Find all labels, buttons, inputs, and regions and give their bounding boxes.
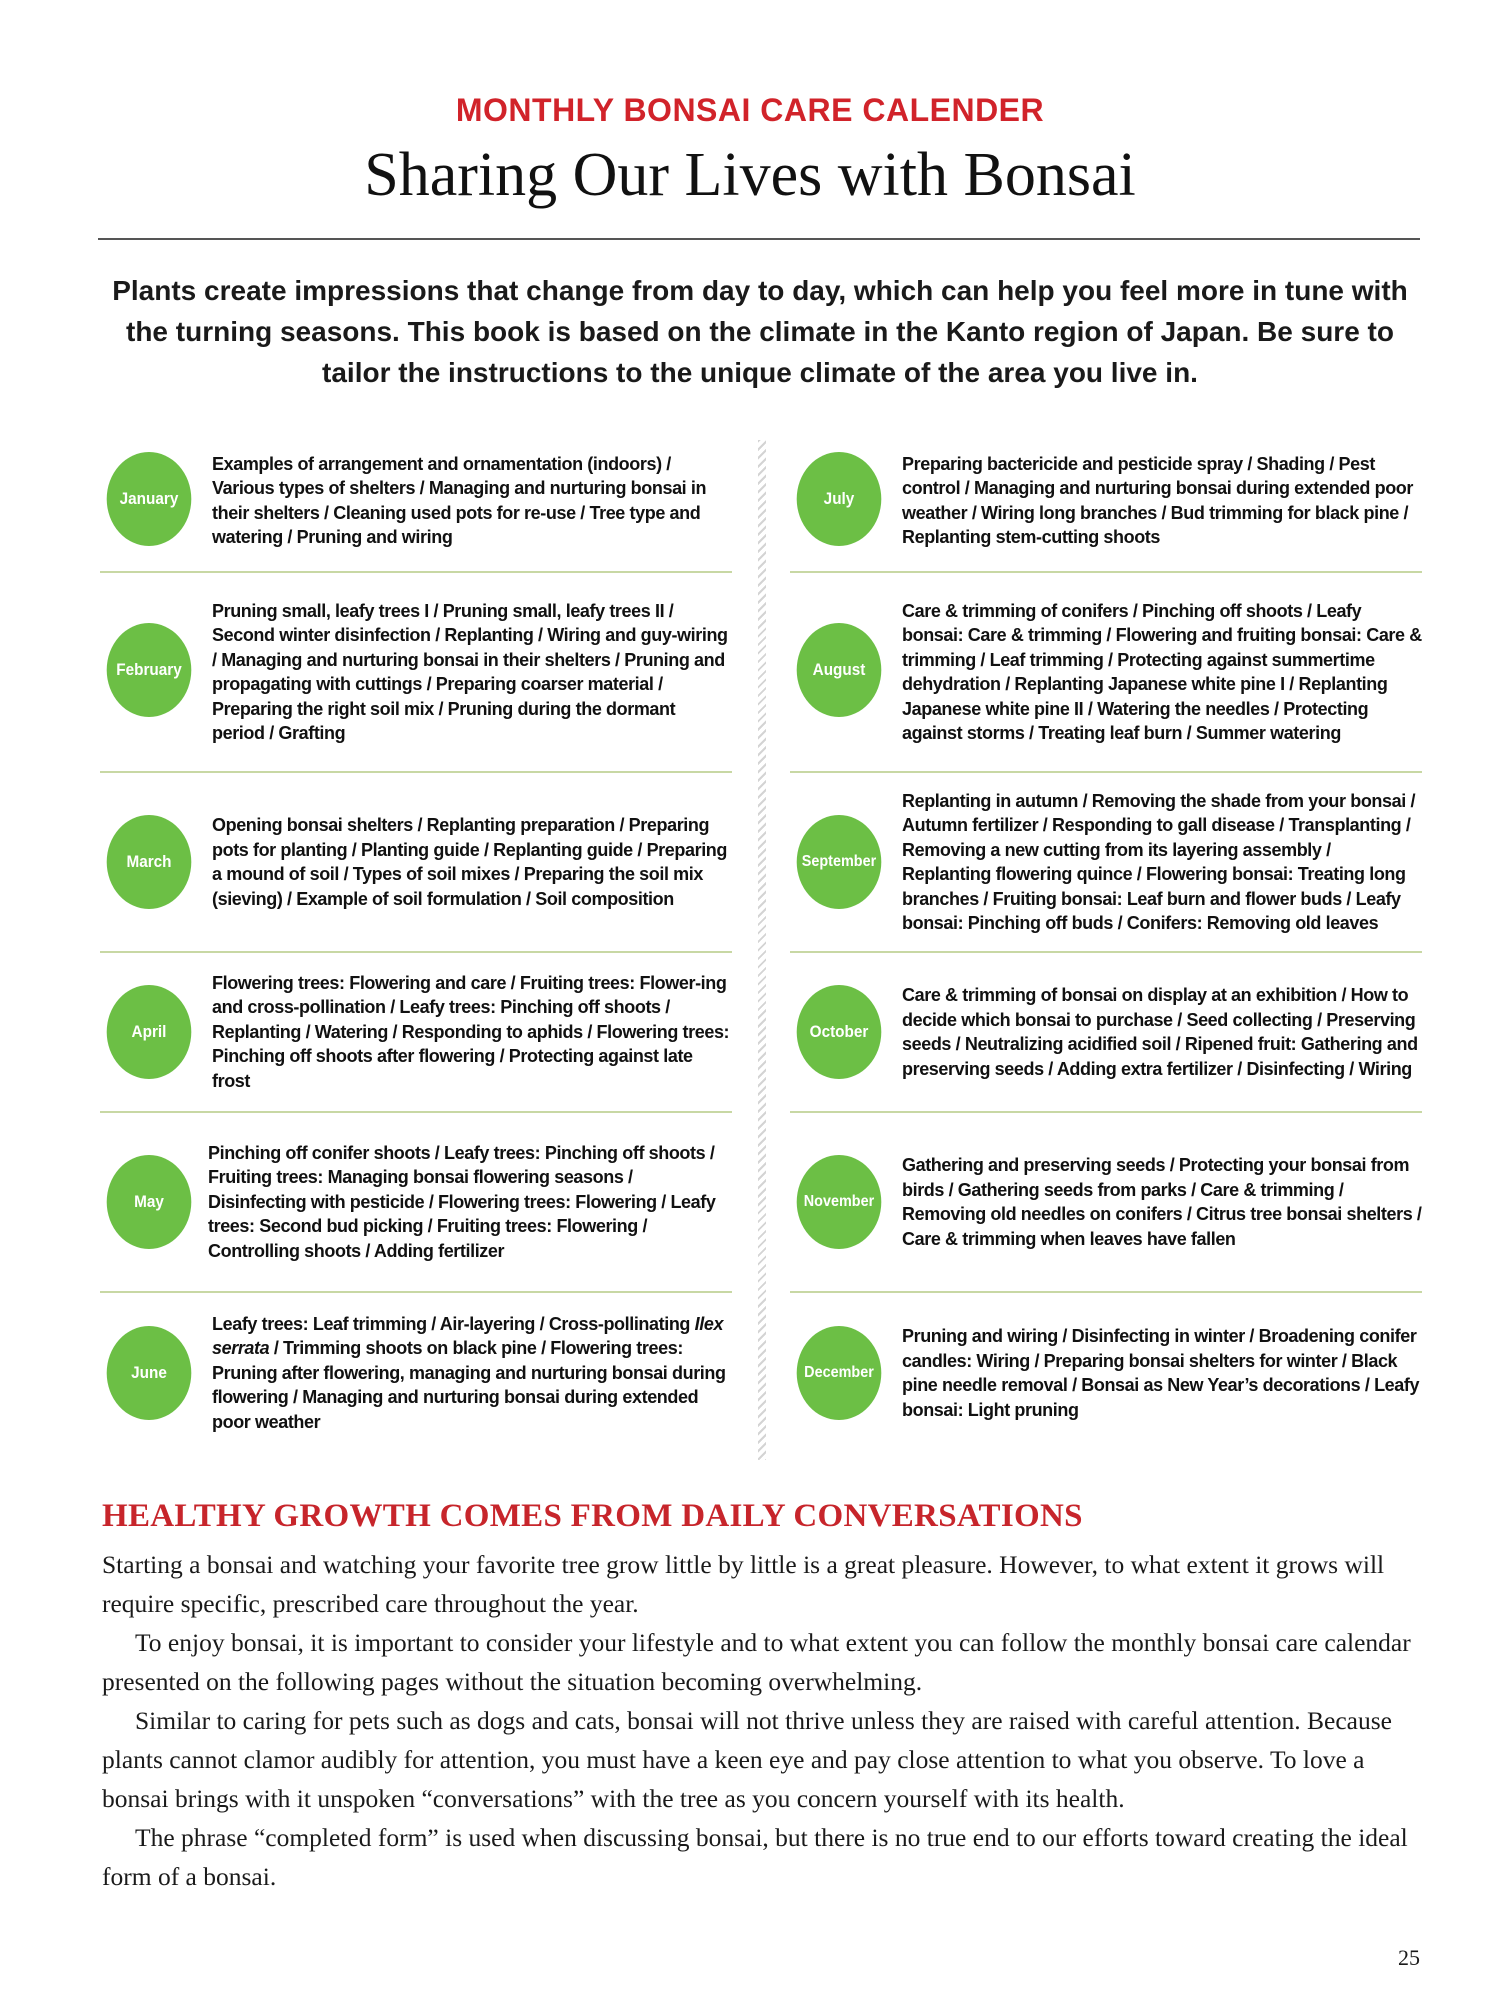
month-badge-february: February <box>107 623 192 717</box>
month-row-march <box>100 773 732 953</box>
month-badge-january: January <box>107 452 192 546</box>
month-badge-october: October <box>797 985 882 1079</box>
month-row-may <box>100 1113 732 1293</box>
month-row-august <box>790 573 1422 773</box>
section-heading: HEALTHY GROWTH COMES FROM DAILY CONVERSATIONS <box>102 1498 1083 1534</box>
title-rule <box>98 238 1420 240</box>
month-topics-september: Replanting in autumn / Removing the shade from your bonsai / Autumn fertilizer / Responding to gall disease / Transplanting / Removing a new cutting from its layering assembly / Replanting flowering quince / Flowering bonsai: Treating long branches / Fruiting bonsai: Leaf burn and flower buds / Leafy bonsai: Pinching off buds / Conifers: Removing old leaves <box>902 790 1416 933</box>
month-badge-september: September <box>797 815 882 909</box>
column-divider <box>758 440 766 1460</box>
body-text <box>102 1545 1420 1896</box>
month-badge-may: May <box>107 1155 192 1249</box>
body-paragraph: Starting a bonsai and watching your favorite tree grow little by little is a great pleasure. However, to what extent it grows will require specific, prescribed care throughout the year. <box>102 1550 1385 1618</box>
month-topics-july: Preparing bactericide and pesticide spray / Shading / Pest control / Managing and nurturing bonsai during extended poor weather / Wiring long branches / Bud trimming for black pine / Replanting stem-cutting shoots <box>902 453 1413 547</box>
intro-paragraph: Plants create impressions that change from day to day, which can help you feel more in tune with the turning seasons. This book is based on the climate in the Kanto region of Japan. Be sure to tailor the instructions to the unique climate of the area you live in. <box>112 275 1408 388</box>
month-topics-march: Opening bonsai shelters / Replanting preparation / Preparing pots for planting / Planting guide / Replanting guide / Preparing a mound of soil / Types of soil mixes / Preparing the soil mix (sieving) / Example of soil formulation / Soil composition <box>212 815 728 909</box>
section-kicker: MONTHLY BONSAI CARE CALENDER <box>455 92 1045 128</box>
month-topics-april: Flowering trees: Flowering and care / Fruiting trees: Flower-ing and cross-pollination / Leafy trees: Pinching off shoots / Replanting / Watering / Responding to aphids / Flowering trees: Pinching off shoots after flowering / Protecting against late frost <box>212 972 730 1091</box>
month-topics-november: Gathering and preserving seeds / Protecting your bonsai from birds / Gathering seeds from parks / Care & trimming / Removing old needles on conifers / Citrus tree bonsai shelters / Care & trimming when leaves have fallen <box>902 1155 1422 1249</box>
month-row-november <box>790 1113 1422 1293</box>
month-row-july <box>790 430 1422 573</box>
month-badge-november: November <box>797 1155 882 1249</box>
month-topics-december: Pruning and wiring / Disinfecting in winter / Broadening conifer candles: Wiring / Preparing bonsai shelters for winter / Black pine needle removal / Bonsai as New Year’s decorations / Leafy bonsai: Light pruning <box>902 1326 1420 1420</box>
month-row-february <box>100 573 732 773</box>
month-row-april <box>100 953 732 1113</box>
month-row-january <box>100 430 732 573</box>
month-badge-june: June <box>107 1326 192 1420</box>
month-row-september <box>790 773 1422 953</box>
body-paragraph: The phrase “completed form” is used when discussing bonsai, but there is no true end to our efforts toward creating the ideal form of a bonsai. <box>102 1823 1408 1891</box>
body-paragraph: Similar to caring for pets such as dogs and cats, bonsai will not thrive unless they are raised with careful attention. Because plants cannot clamor audibly for attention, you must have a keen eye and pay close attention to what you observe. To love a bonsai brings with it unspoken “conversations” with the tree as you concern yourself with its health. <box>102 1706 1392 1813</box>
month-badge-august: August <box>797 623 882 717</box>
page-number: 25 <box>1398 1945 1420 1970</box>
month-badge-july: July <box>797 452 882 546</box>
month-topics-february: Pruning small, leafy trees I / Pruning small, leafy trees II / Second winter disinfection / Replanting / Wiring and guy-wiring / Managing and nurturing bonsai in their shelters / Pruning and propagating with cuttings / Preparing coarser material / Preparing the right soil mix / Pruning during the dormant period / Grafting <box>212 600 728 743</box>
month-topics-may: Pinching off conifer shoots / Leafy trees: Pinching off shoots / Fruiting trees: Managing bonsai flowering seasons / Disinfecting with pesticide / Flowering trees: Flowering / Leafy trees: Second bud picking / Fruiting trees: Flowering / Controlling shoots / Adding fertilizer <box>208 1142 716 1261</box>
month-row-december <box>790 1293 1422 1453</box>
body-paragraph: To enjoy bonsai, it is important to consider your lifestyle and to what extent you can follow the monthly bonsai care calendar presented on the following pages without the situation becoming overwhelming. <box>102 1628 1411 1696</box>
month-row-october <box>790 953 1422 1113</box>
month-topics-october: Care & trimming of bonsai on display at an exhibition / How to decide which bonsai to purchase / Seed collecting / Preserving seeds / Neutralizing acidified soil / Ripened fruit: Gathering and preserving seeds / Adding extra fertilizer / Disinfecting / Wiring <box>902 985 1418 1079</box>
month-badge-april: April <box>107 985 192 1079</box>
page-title: Sharing Our Lives with Bonsai <box>364 141 1136 209</box>
month-grid <box>100 430 1420 1460</box>
month-topics-august: Care & trimming of conifers / Pinching off shoots / Leafy bonsai: Care & trimming / Flowering and fruiting bonsai: Care & trimming / Leaf trimming / Protecting against summertime dehydration / Replanting Japanese white pine I / Replanting Japanese white pine II / Watering the needles / Protecting against storms / Treating leaf burn / Summer watering <box>902 600 1422 743</box>
month-badge-march: March <box>107 815 192 909</box>
month-topics-june: Leafy trees: Leaf trimming / Air-layering / Cross-pollinating Ilex serrata / Trimming shoots on black pine / Flowering trees: Pruning after flowering, managing and nurturing bonsai during flowering / Managing and nurturing bonsai during extended poor weather <box>212 1313 726 1432</box>
month-badge-december: December <box>797 1326 882 1420</box>
month-row-june <box>100 1293 732 1453</box>
month-topics-january: Examples of arrangement and ornamentation (indoors) / Various types of shelters / Managing and nurturing bonsai in their shelters / Cleaning used pots for re-use / Tree type and watering / Pruning and wiring <box>212 453 707 547</box>
